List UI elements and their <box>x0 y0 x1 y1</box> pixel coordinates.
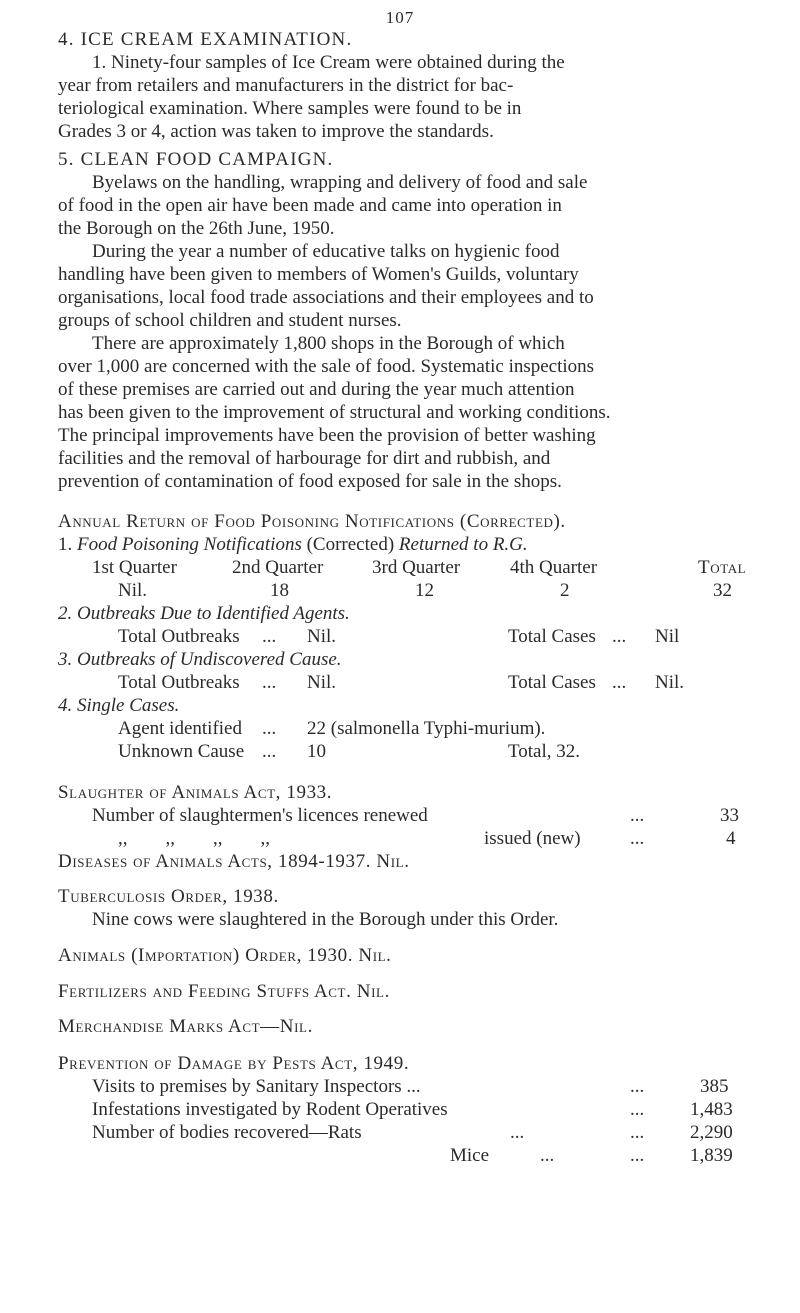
clean-food-line: There are approximately 1,800 shops in the Borough of which <box>92 333 565 354</box>
dots: ... <box>612 626 627 647</box>
unknown-total: Total, 32. <box>508 741 581 762</box>
dots: ... <box>510 1122 525 1143</box>
clean-food-line: the Borough on the 26th June, 1950. <box>58 218 335 239</box>
quarter-value: 12 <box>415 580 434 601</box>
dots: ... <box>262 741 277 762</box>
clean-food-line: The principal improvements have been the provision of better washing <box>58 425 596 446</box>
infestations-value: 1,483 <box>690 1099 733 1120</box>
clean-food-line: Byelaws on the handling, wrapping and delivery of food and sale <box>92 172 588 193</box>
food-poisoning-sub3: 3. Outbreaks of Undiscovered Cause. <box>58 649 342 670</box>
slaughter-issued-label: issued (new) <box>484 828 581 849</box>
agent-value: 22 (salmonella Typhi-murium). <box>307 718 546 739</box>
visits-value: 385 <box>700 1076 729 1097</box>
clean-food-line: prevention of contamination of food exposed for sale in the shops. <box>58 471 562 492</box>
sub3-outbreaks-label: Total Outbreaks <box>118 672 240 693</box>
sub2-outbreaks-label: Total Outbreaks <box>118 626 240 647</box>
slaughter-renewed-value: 33 <box>720 805 739 826</box>
quarter-header: 1st Quarter <box>92 557 177 578</box>
slaughter-heading: Slaughter of Animals Act, 1933. <box>58 782 333 803</box>
quarter-value: 2 <box>560 580 570 601</box>
clean-food-line: handling have been given to members of Women's Guilds, voluntary <box>58 264 579 285</box>
pests-heading: Prevention of Damage by Pests Act, 1949. <box>58 1053 410 1074</box>
clean-food-line: organisations, local food trade associations and their employees and to <box>58 287 594 308</box>
dots: ... <box>630 805 645 826</box>
ice-cream-line: teriological examination. Where samples were found to be in <box>58 98 522 119</box>
ice-cream-line: 1. Ninety-four samples of Ice Cream were obtained during the <box>92 52 565 73</box>
clean-food-line: of these premises are carried out and during the year much attention <box>58 379 575 400</box>
clean-food-heading: 5. CLEAN FOOD CAMPAIGN. <box>58 149 334 170</box>
dots: ... <box>630 1076 645 1097</box>
quarter-header-total: Total <box>698 557 747 578</box>
unknown-label: Unknown Cause <box>118 741 245 762</box>
dots: ... <box>630 828 645 849</box>
dots: ... <box>262 626 277 647</box>
visits-label: Visits to premises by Sanitary Inspectors ... <box>92 1076 421 1097</box>
food-poisoning-sub2: 2. Outbreaks Due to Identified Agents. <box>58 603 350 624</box>
food-poisoning-sub1 <box>58 533 528 557</box>
ice-cream-line: Grades 3 or 4, action was taken to improve the standards. <box>58 121 494 142</box>
slaughter-renewed-label: Number of slaughtermen's licences renewed <box>92 805 428 826</box>
dots: ... <box>262 672 277 693</box>
quarter-header: 4th Quarter <box>510 557 598 578</box>
diseases-line: Diseases of Animals Acts, 1894-1937. Nil. <box>58 851 410 872</box>
food-poisoning-heading: Annual Return of Food Poisoning Notifications (Corrected). <box>58 511 566 532</box>
ditto-marks: ,, ,, ,, ,, <box>118 828 270 849</box>
quarter-value-total: 32 <box>713 580 732 601</box>
infestations-label: Infestations investigated by Rodent Operatives <box>92 1099 448 1120</box>
food-poisoning-sub4: 4. Single Cases. <box>58 695 180 716</box>
sub3-cases-value: Nil. <box>655 672 685 693</box>
sub3-cases-label: Total Cases <box>508 672 596 693</box>
clean-food-line: During the year a number of educative talks on hygienic food <box>92 241 560 262</box>
slaughter-issued-value: 4 <box>726 828 736 849</box>
page-number: 107 <box>385 8 415 27</box>
sub1-italic-text-2: Returned to R.G. <box>398 534 528 555</box>
sub2-outbreaks-value: Nil. <box>307 626 337 647</box>
quarter-value: Nil. <box>118 580 148 601</box>
dots: ... <box>540 1145 555 1166</box>
fertilizers-line: Fertilizers and Feeding Stuffs Act. Nil. <box>58 981 390 1002</box>
clean-food-line: of food in the open air have been made and came into operation in <box>58 195 562 216</box>
ice-cream-heading: 4. ICE CREAM EXAMINATION. <box>58 29 353 50</box>
sub1-mid-text: (Corrected) <box>306 534 395 555</box>
unknown-value: 10 <box>307 741 326 762</box>
dots: ... <box>612 672 627 693</box>
sub2-cases-label: Total Cases <box>508 626 596 647</box>
rats-value: 2,290 <box>690 1122 733 1143</box>
dots: ... <box>262 718 277 739</box>
dots: ... <box>630 1122 645 1143</box>
clean-food-line: has been given to the improvement of structural and working conditions. <box>58 402 611 423</box>
mice-value: 1,839 <box>690 1145 733 1166</box>
dots: ... <box>630 1099 645 1120</box>
quarter-value: 18 <box>270 580 289 601</box>
sub1-number: 1. <box>58 534 73 555</box>
bodies-label: Number of bodies recovered—Rats <box>92 1122 362 1143</box>
merchandise-line: Merchandise Marks Act—Nil. <box>58 1016 313 1037</box>
sub1-italic-text: Food Poisoning Notifications <box>77 534 302 555</box>
dots: ... <box>630 1145 645 1166</box>
clean-food-line: groups of school children and student nurses. <box>58 310 402 331</box>
sub3-outbreaks-value: Nil. <box>307 672 337 693</box>
quarter-header: 3rd Quarter <box>372 557 461 578</box>
clean-food-line: over 1,000 are concerned with the sale of food. Systematic inspections <box>58 356 595 377</box>
clean-food-line: facilities and the removal of harbourage for dirt and rubbish, and <box>58 448 551 469</box>
tuberculosis-heading: Tuberculosis Order, 1938. <box>58 886 279 907</box>
tuberculosis-text: Nine cows were slaughtered in the Borough under this Order. <box>92 909 559 930</box>
sub2-cases-value: Nil <box>655 626 680 647</box>
quarter-header: 2nd Quarter <box>232 557 324 578</box>
mice-label: Mice <box>450 1145 490 1166</box>
agent-label: Agent identified <box>118 718 242 739</box>
ice-cream-line: year from retailers and manufacturers in the district for bac- <box>58 75 514 96</box>
animals-importation-line: Animals (Importation) Order, 1930. Nil. <box>58 945 392 966</box>
